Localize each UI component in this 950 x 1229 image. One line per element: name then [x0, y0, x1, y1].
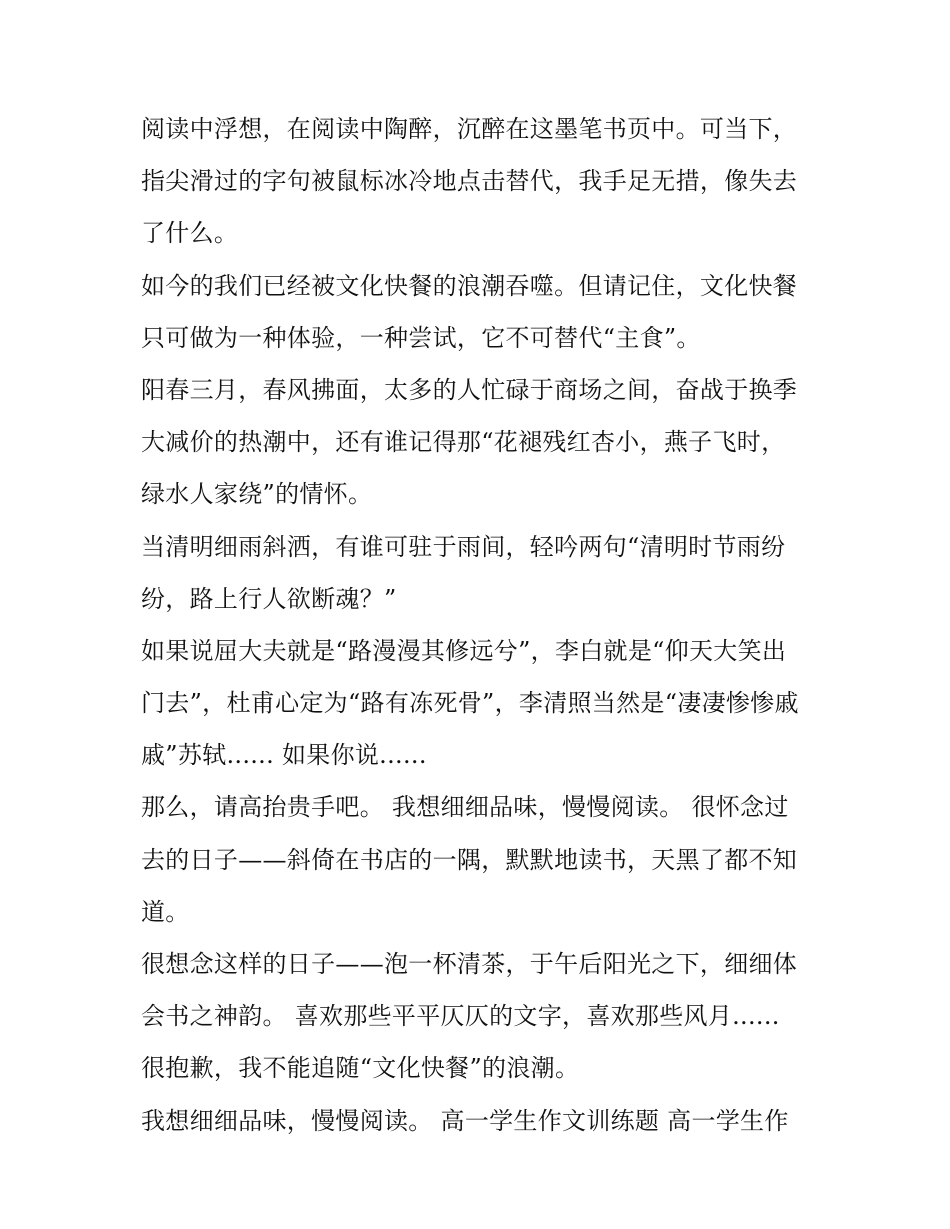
text-line: 那么，请高抬贵手吧。 我想细细品味，慢慢阅读。 很怀念过 [141, 793, 789, 822]
text-line: 我想细细品味，慢慢阅读。 高一学生作文训练题 高一学生作 [141, 1106, 789, 1135]
text-line: 门去”，杜甫心定为“路有冻死骨”，李清照当然是“凄凄惨惨戚 [141, 689, 799, 718]
text-line: 了什么。 [141, 219, 239, 248]
text-line: 如果说屈大夫就是“路漫漫其修远兮”，李白就是“仰天大笑出 [141, 636, 787, 665]
text-line: 指尖滑过的字句被鼠标冰冷地点击替代，我手足无措，像失去 [141, 167, 798, 196]
text-line: 大减价的热潮中，还有谁记得那“花褪残红杏小，燕子飞时， [141, 428, 786, 457]
text-line: 很想念这样的日子——泡一杯清茶，于午后阳光之下，细细体 [141, 950, 798, 978]
text-line: 只可做为一种体验，一种尝试，它不可替代“主食”。 [141, 323, 701, 352]
text-line: 道。 [141, 897, 190, 926]
text-line: 阅读中浮想，在阅读中陶醉，沉醉在这墨笔书页中。可当下， [141, 115, 798, 143]
text-line: 去的日子——斜倚在书店的一隅，默默地读书，天黑了都不知 [141, 845, 798, 874]
text-line: 纷，路上行人欲断魂？” [141, 584, 397, 613]
text-line: 阳春三月，春风拂面，太多的人忙碌于商场之间，奋战于换季 [141, 375, 798, 404]
body-text [141, 103, 821, 1147]
text-line: 绿水人家绕”的情怀。 [141, 480, 373, 509]
text-line: 戚”苏轼...... 如果你说...... [141, 741, 427, 770]
text-line: 很抱歉，我不能追随“文化快餐”的浪潮。 [141, 1054, 580, 1083]
text-line: 当清明细雨斜洒，有谁可驻于雨间，轻吟两句“清明时节雨纷 [141, 532, 786, 561]
text-line: 如今的我们已经被文化快餐的浪潮吞噬。但请记住，文化快餐 [141, 271, 798, 300]
text-line: 会书之神韵。 喜欢那些平平仄仄的文字，喜欢那些风月...... [141, 1002, 780, 1031]
